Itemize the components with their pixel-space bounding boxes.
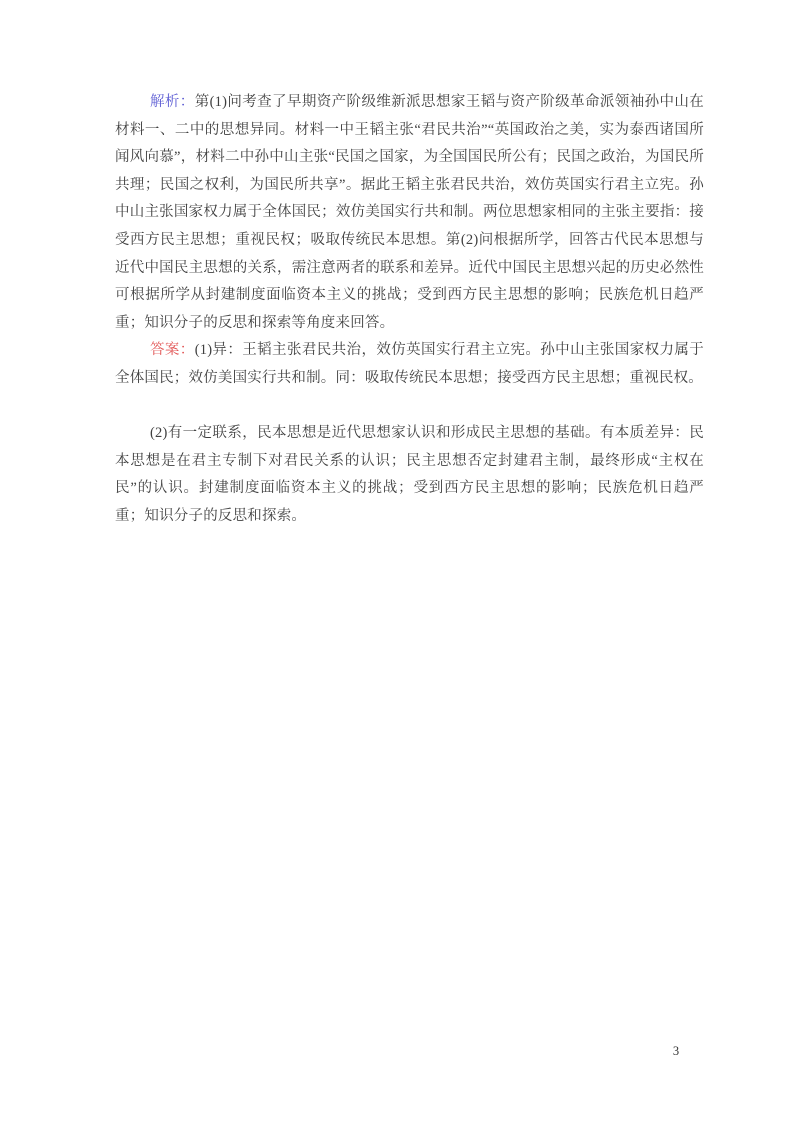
analysis-label: 解析：: [150, 94, 195, 110]
answer-part1-text: (1)异：王韬主张君民共治，效仿英国实行君主立宪。孙中山主张国家权力属于全体国民；效仿美国实行共和制。同：吸取传统民本思想；接受西方民主思想；重视民权。: [115, 342, 704, 386]
analysis-paragraph: [115, 89, 704, 337]
answer-paragraph: [115, 337, 704, 392]
page-number: 3: [672, 1044, 680, 1058]
answer-part2-text: (2)有一定联系，民本思想是近代思想家认识和形成民主思想的基础。有本质差异：民本思想是在君主专制下对君民关系的认识；民主思想否定封建君主制，最终形成“主权在民”的认识。封建制度面临资本主义的挑战；受到西方民主思想的影响；民族危机日趋严重；知识分子的反思和探索。: [115, 425, 704, 524]
analysis-text: 第(1)问考查了早期资产阶级维新派思想家王韬与资产阶级革命派领袖孙中山在材料一、二中的思想异同。材料一中王韬主张“君民共治”“英国政治之美，实为泰西诸国所闻风向慕”，材料二中孙中山主张“民国之国家，为全国国民所公有；民国之政治，为国民所共理；民国之权利，为国民所共享”。据此王韬主张君民共治，效仿英国实行君主立宪。孙中山主张国家权力属于全体国民；效仿美国实行共和制。两位思想家相同的主张主要指：接受西方民主思想；重视民权；吸取传统民本思想。第(2)问根据所学，回答古代民本思想与近代中国民主思想的关系，需注意两者的联系和差异。近代中国民主思想兴起的历史必然性可根据所学从封建制度面临资本主义的挑战；受到西方民主思想的影响；民族危机日趋严重；知识分子的反思和探索等角度来回答。: [115, 94, 704, 331]
answer-label: 答案：: [150, 342, 195, 359]
answer-part2-paragraph: [115, 420, 704, 530]
document-body: [115, 89, 704, 531]
